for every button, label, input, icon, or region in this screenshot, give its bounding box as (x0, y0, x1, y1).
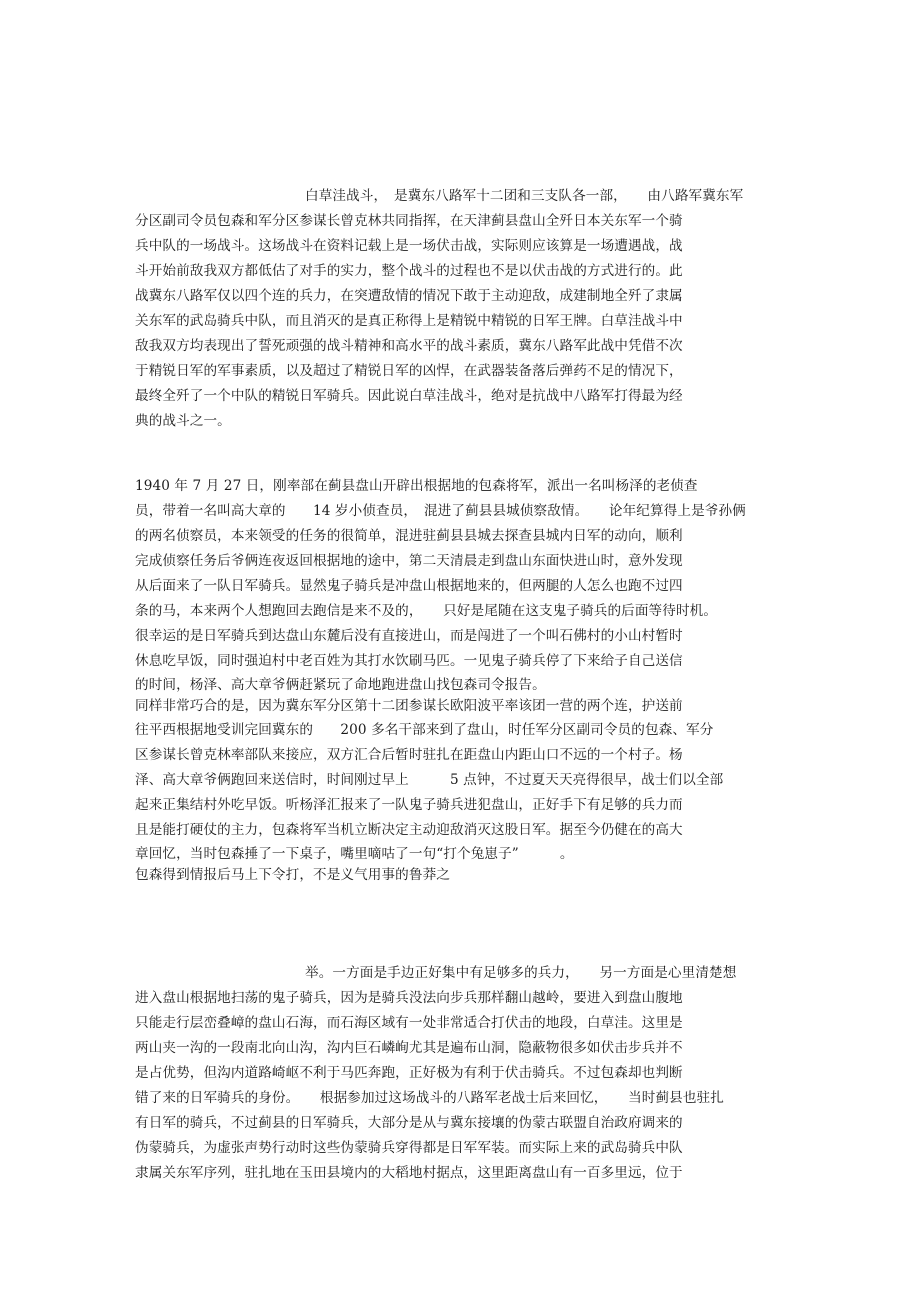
text-line: 的两名侦察员，本来领受的任务的很简单，混进驻蓟县县城去探查县城内日军的动向，顺利 (135, 528, 683, 544)
text-line: 是占优势，但沟内道路崎岖不利于马匹奔跑，正好极为有利于伏击骑兵。不过包森却也判断 (135, 1065, 683, 1081)
text-line: 区参谋长曾克林率部队来接应，双方汇合后暂时驻扎在距盘山内距山口不远的一个村子。杨 (135, 747, 683, 763)
text-line: 很幸运的是日军骑兵到达盘山东麓后没有直接进山，而是闯进了一个叫石佛村的小山村暂时 (135, 628, 683, 644)
text-line: 白草洼战斗， 是冀东八路军十二团和三支队各一部， 由八路军冀东军 (305, 188, 744, 204)
text-line: 伪蒙骑兵，为虚张声势行动时这些伪蒙骑兵穿得都是日军军装。而实际上来的武岛骑兵中队 (135, 1140, 683, 1156)
text-line: 员，带着一名叫高大章的 14 岁小侦查员， 混进了蓟县县城侦察敌情。 论年纪算得上是爷孙俩 (135, 503, 746, 519)
text-line: 进入盘山根据地扫荡的鬼子骑兵，因为是骑兵没法向步兵那样翻山越岭，要进入到盘山腹地 (135, 990, 683, 1006)
text-line: 1940 年 7 月 27 日，刚率部在蓟县盘山开辟出根据地的包森将军，派出一名叫杨泽的老侦查 (135, 478, 698, 494)
text-line: 同样非常巧合的是，因为冀东军分区第十二团参谋长欧阳波平率该团一营的两个连，护送前 (135, 698, 683, 714)
text-line: 关东军的武岛骑兵中队，而且消灭的是真正称得上是精锐中精锐的日军王牌。白草洼战斗中 (135, 313, 683, 329)
text-line: 往平西根据地受训完回冀东的 200 多名干部来到了盘山，时任军分区副司令员的包森、军分 (135, 722, 714, 738)
text-line: 有日军的骑兵，不过蓟县的日军骑兵，大部分是从与冀东接壤的伪蒙古联盟自治政府调来的 (135, 1115, 683, 1131)
text-line: 包森得到情报后马上下令打，不是义气用事的鲁莽之 (135, 867, 450, 883)
text-line: 只能走行层峦叠嶂的盘山石海，而石海区域有一处非常适合打伏击的地段，白草洼。这里是 (135, 1015, 683, 1031)
text-line: 章回忆，当时包森捶了一下桌子，嘴里嘀咕了一句“打个兔崽子” 。 (135, 846, 574, 862)
text-line: 且是能打硬仗的主力，包森将军当机立断决定主动迎敌消灭这股日军。据至今仍健在的高大 (135, 822, 683, 838)
text-line: 战冀东八路军仅以四个连的兵力，在突遭敌情的情况下敢于主动迎敌，成建制地全歼了隶属 (135, 288, 683, 304)
text-line: 错了来的日军骑兵的身份。 根据参加过这场战斗的八路军老战士后来回忆， 当时蓟县也驻扎 (135, 1090, 724, 1106)
text-line: 敌我双方均表现出了誓死顽强的战斗精神和高水平的战斗素质，冀东八路军此战中凭借不次 (135, 338, 683, 354)
text-line: 从后面来了一队日军骑兵。显然鬼子骑兵是冲盘山根据地来的，但两腿的人怎么也跑不过四 (135, 578, 683, 594)
text-line: 起来正集结村外吃早饭。听杨泽汇报来了一队鬼子骑兵进犯盘山，正好手下有足够的兵力而 (135, 797, 683, 813)
text-line: 条的马，本来两个人想跑回去跑信是来不及的， 只好是尾随在这支鬼子骑兵的后面等待时机。 (135, 603, 718, 619)
text-line: 完成侦察任务后爷俩连夜返回根据地的途中，第二天清晨走到盘山东面快进山时，意外发现 (135, 553, 683, 569)
text-line: 两山夹一沟的一段南北向山沟，沟内巨石嶙峋尤其是遍布山洞，隐蔽物很多如伏击步兵并不 (135, 1040, 683, 1056)
text-line: 举。一方面是手边正好集中有足够多的兵力， 另一方面是心里清楚想 (305, 965, 737, 981)
text-line: 典的战斗之一。 (135, 413, 231, 429)
text-line: 最终全歼了一个中队的精锐日军骑兵。因此说白草洼战斗，绝对是抗战中八路军打得最为经 (135, 388, 683, 404)
text-line: 休息吃早饭，同时强迫村中老百姓为其打水饮刷马匹。一见鬼子骑兵停了下来给子自己送信 (135, 653, 683, 669)
text-line: 斗开始前敌我双方都低估了对手的实力，整个战斗的过程也不是以伏击战的方式进行的。此 (135, 263, 683, 279)
text-line: 兵中队的一场战斗。这场战斗在资料记载上是一场伏击战，实际则应该算是一场遭遇战，战 (135, 238, 683, 254)
text-line: 于精锐日军的军事素质，以及超过了精锐日军的凶悍，在武器装备落后弹药不足的情况下， (135, 363, 683, 379)
text-line: 泽、高大章爷俩跑回来送信时，时间刚过早上 5 点钟，不过夏天天亮得很早，战士们以全部 (135, 772, 724, 788)
text-line: 的时间，杨泽、高大章爷俩赶紧玩了命地跑进盘山找包森司令报告。 (135, 677, 546, 693)
text-line: 隶属关东军序列，驻扎地在玉田县境内的大稻地村据点，这里距离盘山有一百多里远，位于 (135, 1165, 683, 1181)
text-line: 分区副司令员包森和军分区参谋长曾克林共同指挥，在天津蓟县盘山全歼日本关东军一个骑 (135, 213, 683, 229)
